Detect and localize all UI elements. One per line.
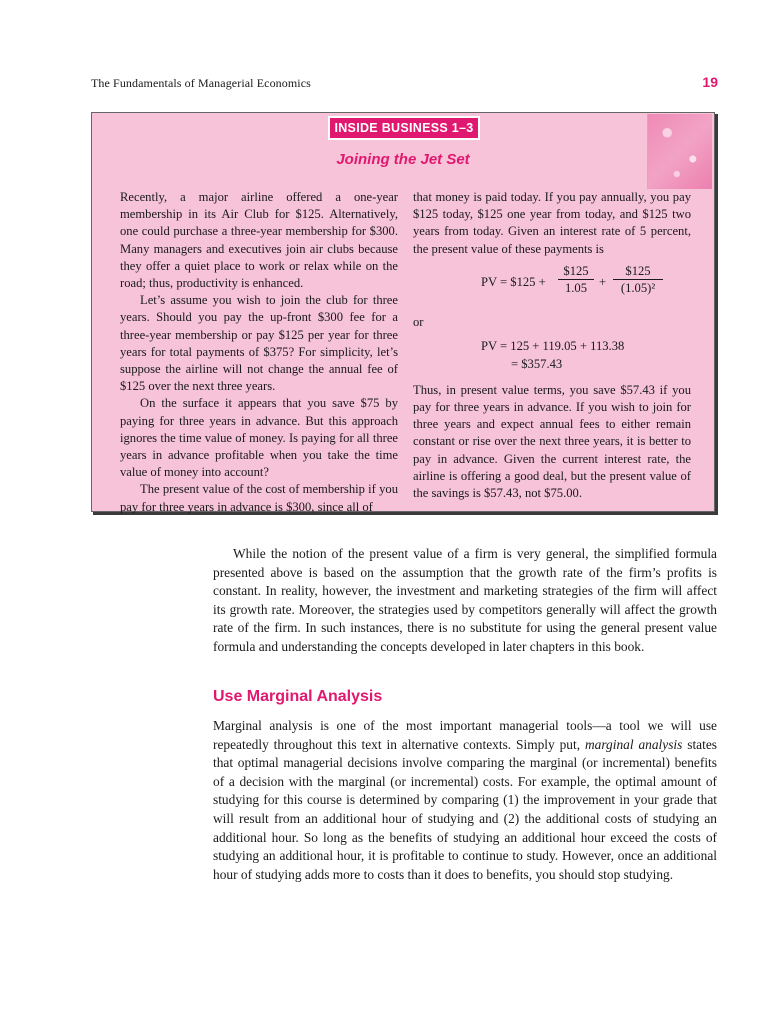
paragraph-text: [213, 717, 717, 884]
box-title: Joining the Jet Set: [336, 151, 470, 168]
fraction-denominator: (1.05)²: [620, 280, 656, 295]
fraction-numerator: $125: [613, 263, 663, 280]
box-paragraph: Thus, in present value terms, you save $57.43 if you pay for three years in advance. If you wish to join for three years and expect annual fees to either remain constant or rise over the next three years, it is better to pay in advance. Given the current interest rate, the airline is offering a good deal, but the present value of the savings is $57.43, not $75.00.: [413, 382, 691, 501]
body-paragraph-2: [213, 717, 717, 884]
inside-business-box: [91, 112, 715, 512]
fraction-denominator: 1.05: [564, 280, 588, 295]
box-left-column: [120, 189, 398, 516]
box-paragraph: The present value of the cost of membership if you pay for three years in advance is $300, since all of: [120, 482, 398, 514]
paragraph-text: While the notion of the present value of a firm is very general, the simplified formula presented above is based on the assumption that the growth rate of the firm’s profits is constant. In reality, however, the investment and marketing strategies of the firm will affect its growth rate. Moreover, the strategies used by competitors generally will affect the growth rate of the firm. In such instances, there is no substitute for using the general present value formula and understanding the concepts developed in later chapters in this book.: [213, 546, 717, 654]
equation-line-1: PV = 125 + 119.05 + 113.38: [481, 338, 625, 353]
fraction-numerator: $125: [558, 263, 594, 280]
key-term: marginal analysis: [584, 736, 683, 752]
or-connector: or: [413, 314, 424, 329]
present-value-equation: [413, 258, 691, 314]
equation-fraction-2: [613, 263, 663, 296]
equation-fraction-1: [558, 263, 594, 296]
paragraph-text-rest: states that optimal managerial decisions involve comparing the marginal (or incremental) benefits of a decision with the marginal (or incremental) costs. For example, the optimal amount of studying for this course is determined by comparing (1) the improvement in your grade that will result from an additional hour of studying and (2) the additional costs of studying an additional hour. So long as the benefits of studying an additional hour exceed the costs of studying an additional hour, it is profitable to continue to study. However, once an additional hour of studying adds more to costs than it does to benefits, you should stop studying.: [213, 736, 717, 882]
equation-lhs: PV = $125 +: [481, 274, 546, 289]
box-paragraph: Recently, a major airline offered a one-year membership in its Air Club for $125. Alternatively, one could purchase a three-year membership for $300. Many managers and executives join air clubs because they offer a quiet place to work or relax while on the road; thus, productivity is enhanced.: [120, 190, 398, 291]
paragraph-text-start: Marginal analysis is one of the most important managerial tools—a tool we will use repeatedly throughout this text in alternative contexts. Simply put,: [213, 718, 717, 752]
box-paragraph: Let’s assume you wish to join the club for three years. Should you pay the up-front $300 fee for a three-year membership or pay $125 per year for three years for total payments of $375? For simplicity, let’s suppose the airline will not change the annual fee of $125 over the next three years.: [120, 293, 398, 394]
present-value-sum-equation: [413, 338, 691, 382]
equation-plus: +: [599, 274, 607, 289]
box-paragraph: On the surface it appears that you save $75 by paying for three years in advance. But this approach ignores the time value of money. Is paying for all three years in advance profitable when you take the time value of money into account?: [120, 396, 398, 480]
running-head-title: The Fundamentals of Managerial Economics: [91, 76, 311, 90]
page-number: 19: [702, 74, 718, 90]
section-heading: Use Marginal Analysis: [213, 688, 383, 705]
box-shadow-right: [715, 114, 718, 515]
equation-line-2: = $357.43: [511, 356, 563, 371]
body-paragraph-1: [213, 545, 717, 657]
box-paragraph: that money is paid today. If you pay annually, you pay $125 today, $125 one year from today, and $125 two years from today. Given an interest rate of 5 percent, the present value of these payments is: [413, 190, 691, 256]
inside-business-label: INSIDE BUSINESS 1–3: [328, 116, 480, 140]
running-head: [91, 76, 718, 92]
box-right-column: [413, 189, 691, 502]
